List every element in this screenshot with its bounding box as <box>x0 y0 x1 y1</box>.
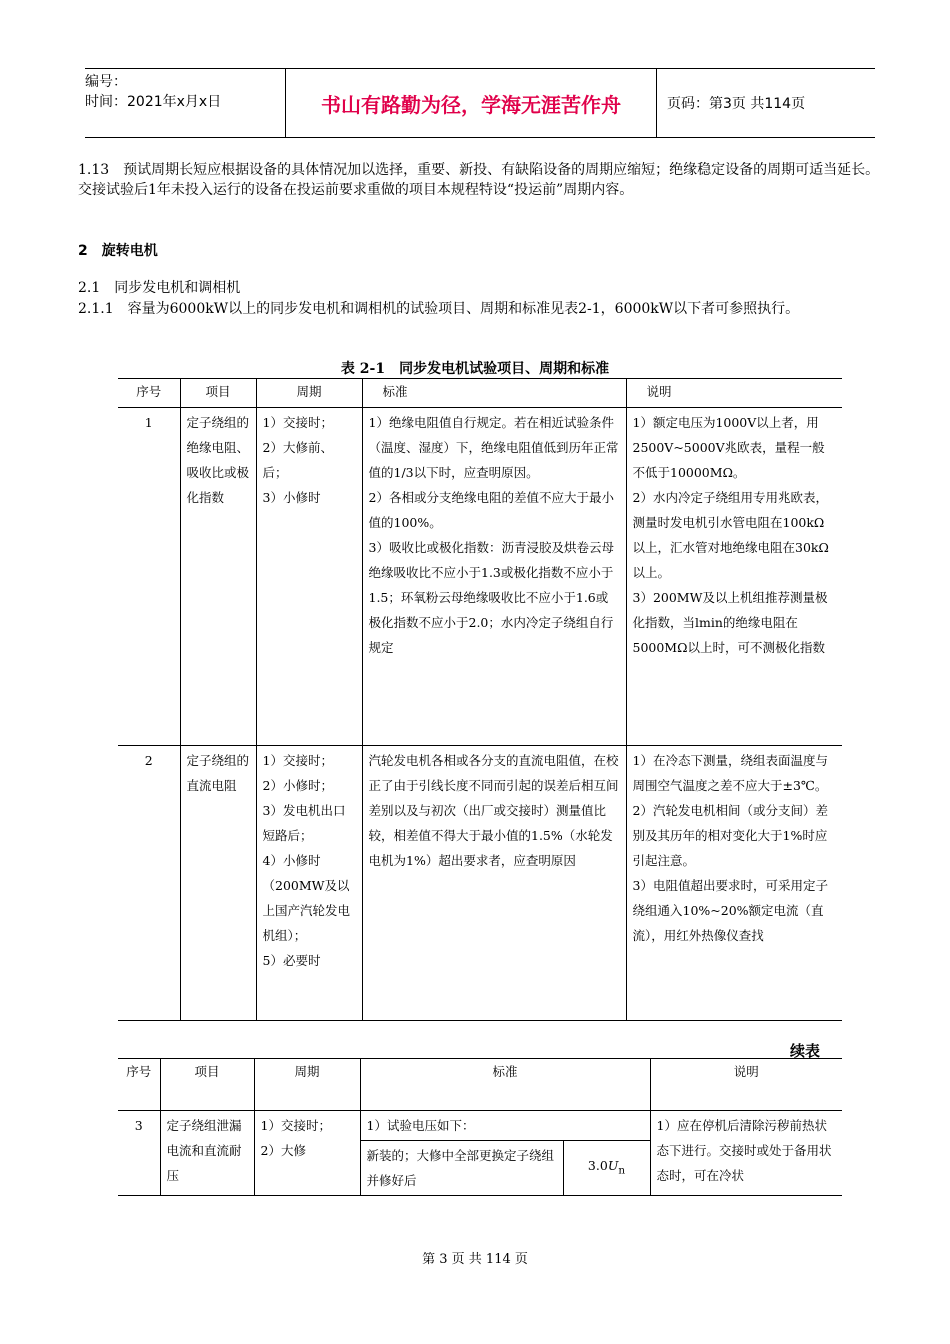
row-index: 3 <box>134 1118 143 1133</box>
period-line: 2）大修前、后； <box>262 440 333 480</box>
voltage-row <box>361 1141 650 1196</box>
table-header-row <box>118 379 842 408</box>
voltage-subscript: n <box>618 1164 626 1177</box>
period-line: 1）交接时； <box>262 753 333 768</box>
page-footer: 第 3 页 共 114 页 <box>422 1252 528 1267</box>
col-header-index: 序号 <box>118 379 180 408</box>
voltage-table <box>361 1140 650 1195</box>
paragraph-1-13: 1.13 预试周期长短应根据设备的具体情况加以选择，重要、新投、有缺陷设备的周期应缩短；绝缘稳定设备的周期可适当延长。交接试验后1年未投入运行的设备在投运前要求重做的项目本规程特设“投运前”周期内容。 <box>78 162 880 198</box>
row-standard <box>360 1111 650 1196</box>
header-page-info: 页码：第3页 共114页 <box>667 96 806 112</box>
table-row <box>118 746 842 1021</box>
period-line: 5）必要时 <box>262 953 321 968</box>
paragraph-2-1-1: 2.1.1 容量为6000kW以上的同步发电机和调相机的试验项目、周期和标准见表2-1，6000kW以下者可参照执行。 <box>78 301 800 317</box>
row-index: 2 <box>144 753 153 768</box>
header-left <box>85 69 286 137</box>
note-line: 1）额定电压为1000V以上者，用2500V~5000V兆欧表，量程一般不低于10000MΩ。 <box>632 415 825 480</box>
col-header-period: 周期 <box>254 1059 360 1111</box>
standard-line: 3）吸收比或极化指数：沥青浸胶及烘卷云母绝缘吸收比不应小于1.3或极化指数不应小于1.5；环氧粉云母绝缘吸收比不应小于1.6或极化指数不应小于2.0；水内冷定子绕组自行规定 <box>368 540 614 655</box>
row-period <box>256 408 362 746</box>
voltage-multiplier: 3.0 <box>587 1157 608 1173</box>
document-time-label: 时间：2021年x月x日 <box>85 94 222 110</box>
period-line: 2）大修 <box>260 1143 306 1158</box>
table-2-1-caption: 表 2-1 同步发电机试验项目、周期和标准 <box>340 361 610 377</box>
table-header-row <box>118 1059 842 1111</box>
period-line: 1）交接时； <box>262 415 333 430</box>
voltage-value <box>563 1141 650 1196</box>
standard-line: 2）各相或分支绝缘电阻的差值不应大于最小值的100%。 <box>368 490 614 530</box>
document-number-label: 编号： <box>85 74 127 90</box>
col-header-index: 序号 <box>118 1059 160 1111</box>
row-period <box>254 1111 360 1196</box>
row-note: 1）应在停机后清除污秽前热状态下进行。交接时或处于备用状态时，可在冷状 <box>650 1111 842 1196</box>
row-index: 1 <box>118 408 180 746</box>
period-line: 3）小修时 <box>262 490 321 505</box>
row-note <box>626 746 842 1021</box>
voltage-condition: 新装的；大修中全部更换定子绕组并修好后 <box>361 1141 564 1196</box>
row-note <box>626 408 842 746</box>
row-period <box>256 746 362 1021</box>
section-2-title: 2 旋转电机 <box>78 243 158 259</box>
page-header <box>85 68 875 138</box>
header-motto: 书山有路勤为径，学海无涯苦作舟 <box>286 69 657 137</box>
col-header-period: 周期 <box>256 379 362 408</box>
table-row <box>118 1111 842 1196</box>
table-row <box>118 408 842 746</box>
continued-label: 续表 <box>789 1042 820 1060</box>
table-2-1-continued <box>118 1058 842 1196</box>
standard-line: 汽轮发电机各相或各分支的直流电阻值，在校正了由于引线长度不同而引起的误差后相互间差别以及与初次（出厂或交接时）测量值比较，相差值不得大于最小值的1.5%（水轮发电机为1%）超出要求者，应查明原因 <box>368 753 619 868</box>
note-line: 3）200MW及以上机组推荐测量极化指数，当lmin的绝缘电阻在5000MΩ以上时，可不测极化指数 <box>632 590 828 655</box>
row-standard <box>362 408 626 746</box>
col-header-item: 项目 <box>160 1059 254 1111</box>
period-line: 3）发电机出口短路后； <box>262 803 346 843</box>
paragraph-2-1: 2.1 同步发电机和调相机 <box>78 280 241 296</box>
note-line: 2）水内冷定子绕组用专用兆欧表，测量时发电机引水管电阻在100kΩ以上，汇水管对地绝缘电阻在30kΩ以上。 <box>632 490 829 580</box>
row-item: 定子绕组泄漏电流和直流耐压 <box>160 1111 254 1196</box>
col-header-item: 项目 <box>180 379 256 408</box>
voltage-symbol: U <box>607 1157 619 1173</box>
note-line: 2）汽轮发电机相间（或分支间）差别及其历年的相对变化大于1%时应引起注意。 <box>632 803 828 868</box>
col-header-standard: 标准 <box>360 1059 650 1111</box>
col-header-standard: 标准 <box>362 379 626 408</box>
period-line: 4）小修时（200MW及以上国产汽轮发电机组）； <box>262 853 351 943</box>
standard-intro: 1）试验电压如下： <box>366 1118 475 1133</box>
col-header-note: 说明 <box>626 379 842 408</box>
note-line: 1）在冷态下测量，绕组表面温度与周围空气温度之差不应大于±3℃。 <box>632 753 828 793</box>
note-line: 3）电阻值超出要求时，可采用定子绕组通入10%~20%额定电流（直流），用红外热像仪查找 <box>632 878 828 943</box>
row-item: 定子绕组的直流电阻 <box>180 746 256 1021</box>
row-item: 定子绕组的绝缘电阻、吸收比或极化指数 <box>180 408 256 746</box>
col-header-note: 说明 <box>650 1059 842 1111</box>
table-2-1 <box>118 378 842 1021</box>
period-line: 2）小修时； <box>262 778 333 793</box>
row-standard <box>362 746 626 1021</box>
standard-line: 1）绝缘电阻值自行规定。若在相近试验条件（温度、湿度）下，绝缘电阻值低到历年正常值的1/3以下时，应查明原因。 <box>368 415 619 480</box>
period-line: 1）交接时； <box>260 1118 331 1133</box>
